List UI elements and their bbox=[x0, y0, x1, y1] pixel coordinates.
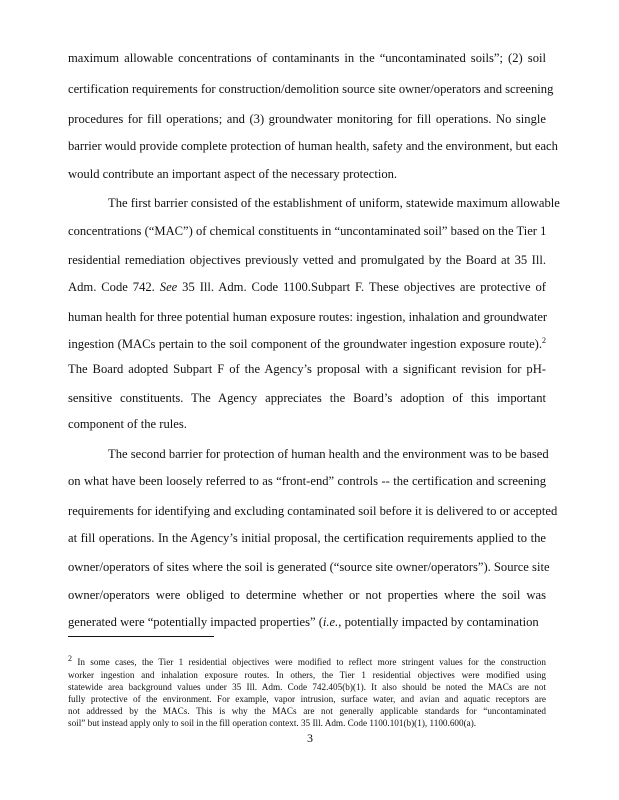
body-line: human health for three potential human exposure routes: ingestion, inhalation and groundwater bbox=[68, 310, 548, 324]
text-run: , potentially impacted by contamination bbox=[338, 615, 539, 629]
body-line bbox=[68, 614, 546, 630]
page-number: 3 bbox=[307, 731, 313, 745]
body-line: maximum allowable concentrations of contaminants in the “uncontaminated soils”; (2) soil bbox=[68, 51, 546, 65]
body-line: on what have been loosely referred to as “front-end” controls -- the certification and screening bbox=[68, 474, 546, 488]
body-line: The second barrier for protection of human health and the environment was to be based bbox=[108, 447, 549, 461]
text-run: Adm. Code 742. bbox=[68, 280, 160, 294]
body-line: sensitive constituents. The Agency appreciates the Board’s adoption of this important bbox=[68, 391, 546, 405]
body-line: The first barrier consisted of the establishment of uniform, statewide maximum allowable bbox=[108, 196, 560, 210]
body-line bbox=[68, 279, 546, 295]
text-run: 35 Ill. Adm. Code 1100.Subpart F. These objectives are protective of bbox=[177, 280, 546, 294]
footnote-line: soil” but instead apply only to soil in the fill operation context. 35 Ill. Adm. Code 1100.101(b)(1), 1100.600(a). bbox=[68, 718, 477, 728]
body-line: The Board adopted Subpart F of the Agency’s proposal with a significant revision for pH- bbox=[68, 362, 546, 376]
footnote-line: worker ingestion and inhalation exposure routes. In others, the Tier 1 residential objectives were modified using bbox=[68, 670, 546, 680]
footnote-line: not addressed by the MACs. This is why the MACs are not generally applicable standards for “uncontaminated bbox=[68, 706, 546, 716]
text-run: generated were “potentially impacted properties” ( bbox=[68, 615, 323, 629]
footnote-line bbox=[68, 653, 546, 668]
text-run: In some cases, the Tier 1 residential objectives were modified to reflect more stringent values for the construction bbox=[72, 657, 546, 667]
body-line bbox=[68, 336, 546, 352]
text-run: ingestion (MACs pertain to the soil component of the groundwater ingestion exposure route). bbox=[68, 337, 542, 351]
italic-see: See bbox=[159, 280, 178, 294]
body-line: would contribute an important aspect of the necessary protection. bbox=[68, 167, 398, 181]
footnote-separator bbox=[68, 636, 214, 637]
body-line: requirements for identifying and excluding contaminated soil before it is delivered to or accepted bbox=[68, 504, 558, 518]
body-line: at fill operations. In the Agency’s initial proposal, the certification requirements applied to the bbox=[68, 531, 546, 545]
body-line: component of the rules. bbox=[68, 417, 187, 431]
body-line: owner/operators were obliged to determine whether or not properties where the soil was bbox=[68, 588, 546, 602]
italic-ie: i.e. bbox=[322, 615, 339, 629]
body-line: procedures for fill operations; and (3) groundwater monitoring for fill operations. No single bbox=[68, 112, 546, 126]
footnote-ref: 2 bbox=[542, 335, 546, 345]
footnote-line: fully protective of the environment. For example, vapor intrusion, surface water, and avian and aquatic receptors are bbox=[68, 694, 546, 704]
body-line: certification requirements for construction/demolition source site owner/operators and screening bbox=[68, 82, 554, 96]
footnote-mark: 2 bbox=[68, 653, 72, 663]
body-line: owner/operators of sites where the soil is generated (“source site owner/operators”). Source site bbox=[68, 560, 550, 574]
footnote-line: statewide area background values under 35 Ill. Adm. Code 742.405(b)(1). It also should be noted the MACs are not bbox=[68, 682, 546, 692]
body-line: residential remediation objectives previously vetted and promulgated by the Board at 35 Ill. bbox=[68, 253, 546, 267]
body-line: concentrations (“MAC”) of chemical constituents in “uncontaminated soil” based on the Tier 1 bbox=[68, 224, 547, 238]
body-line: barrier would provide complete protection of human health, safety and the environment, but each bbox=[68, 139, 558, 153]
